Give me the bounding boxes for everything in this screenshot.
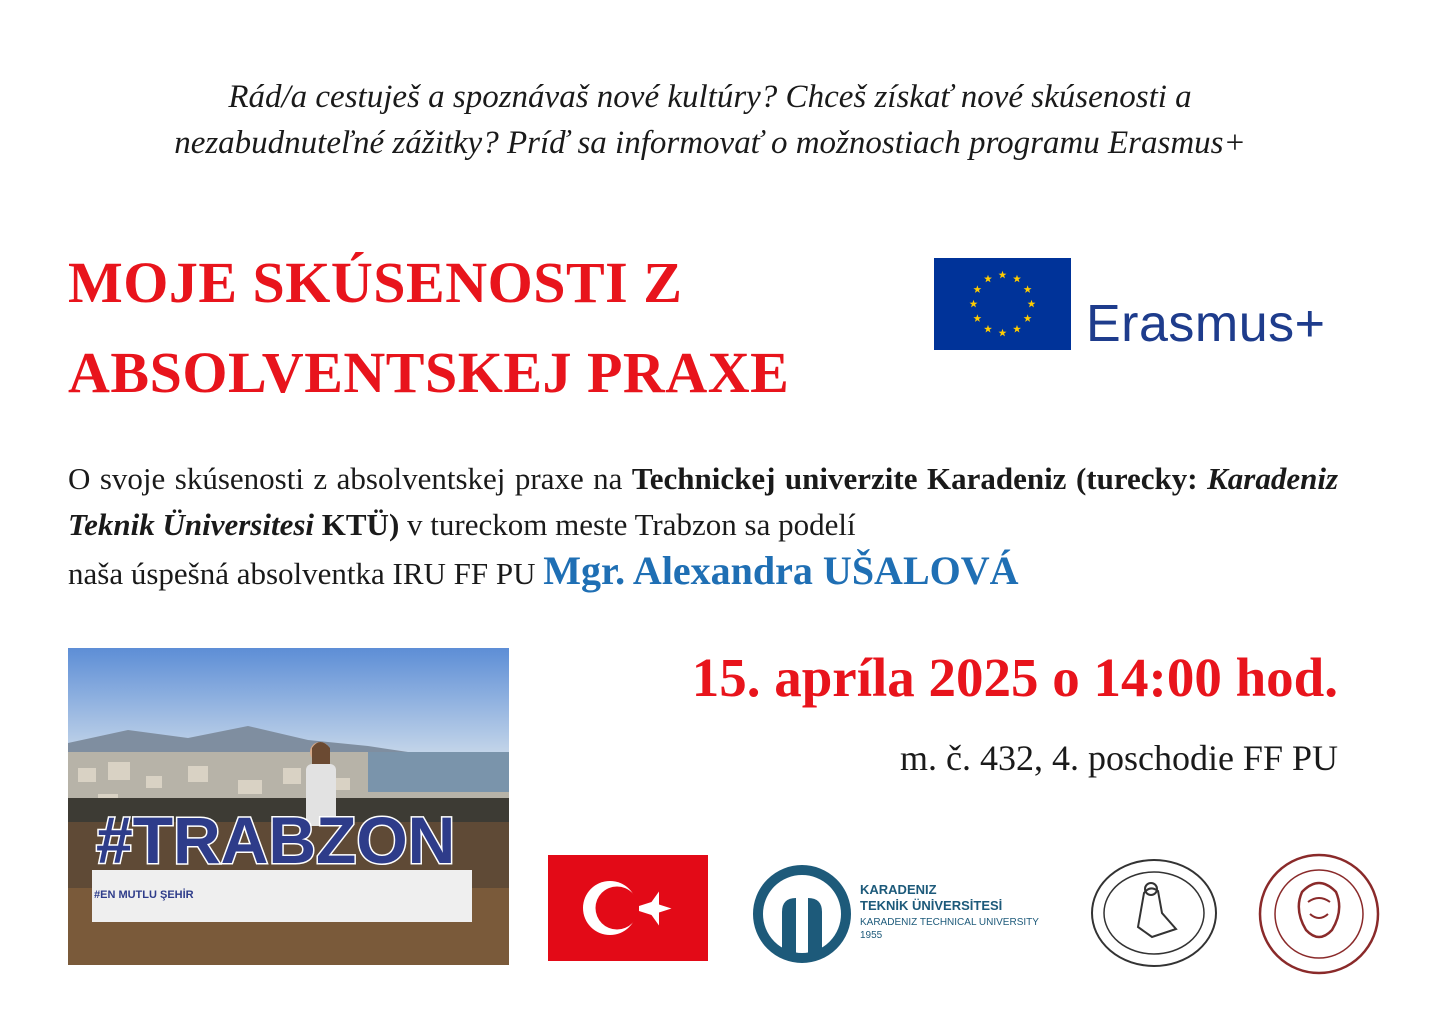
title-line-1: MOJE SKÚSENOSTI Z (68, 250, 683, 315)
trabzon-sign-text: #TRABZON (96, 803, 456, 877)
desc-part2: (turecky: (1075, 461, 1208, 496)
title-line-2: ABSOLVENTSKEJ PRAXE (68, 340, 790, 405)
desc-part5: naša úspešná absolventka IRU FF PU (68, 556, 544, 591)
intro-line-1: Rád/a cestuješ a spoznávaš nové kultúry? Chceš získať nové skúsenosti a (228, 79, 1192, 115)
desc-part4: v tureckom meste Trabzon sa podelí (399, 507, 856, 542)
university-name: Technickej univerzite Karadeniz (631, 461, 1067, 496)
university-presov-seal-icon (1256, 852, 1382, 976)
intro-line-2: nezabudnuteľné zážitky? Príď sa informovať o možnostiach programu Erasmus+ (174, 125, 1246, 161)
ktu-name: KARADENIZ TEKNİK ÜNİVERSİTESİ (860, 882, 1003, 913)
trabzon-photo (68, 648, 509, 965)
intro-text (60, 74, 1360, 166)
erasmus-logo-text: Erasmus+ (1086, 295, 1326, 353)
university-name-turkish: Karadeniz Teknik Üniversitesi (68, 461, 1339, 542)
desc-part3: KTÜ) (314, 507, 400, 542)
trabzon-sign-subtext: #EN MUTLU ŞEHİR (94, 889, 194, 901)
eu-flag-icon (934, 258, 1071, 350)
event-description (68, 456, 1338, 597)
ktu-emblem-icon (752, 864, 852, 964)
ff-pu-seal-icon (1088, 857, 1220, 969)
ktu-logo (752, 864, 1062, 964)
desc-part1: O svoje skúsenosti z absolventskej praxe na (68, 461, 632, 496)
speaker-name: Mgr. Alexandra UŠALOVÁ (543, 548, 1019, 593)
event-date-time: 15. apríla 2025 o 14:00 hod. (691, 647, 1338, 708)
event-title (68, 238, 908, 418)
ktu-english-name: KARADENIZ TECHNICAL UNIVERSITY 1955 (860, 917, 1039, 941)
turkey-flag-icon (548, 855, 708, 961)
event-location: m. č. 432, 4. poschodie FF PU (899, 738, 1338, 778)
